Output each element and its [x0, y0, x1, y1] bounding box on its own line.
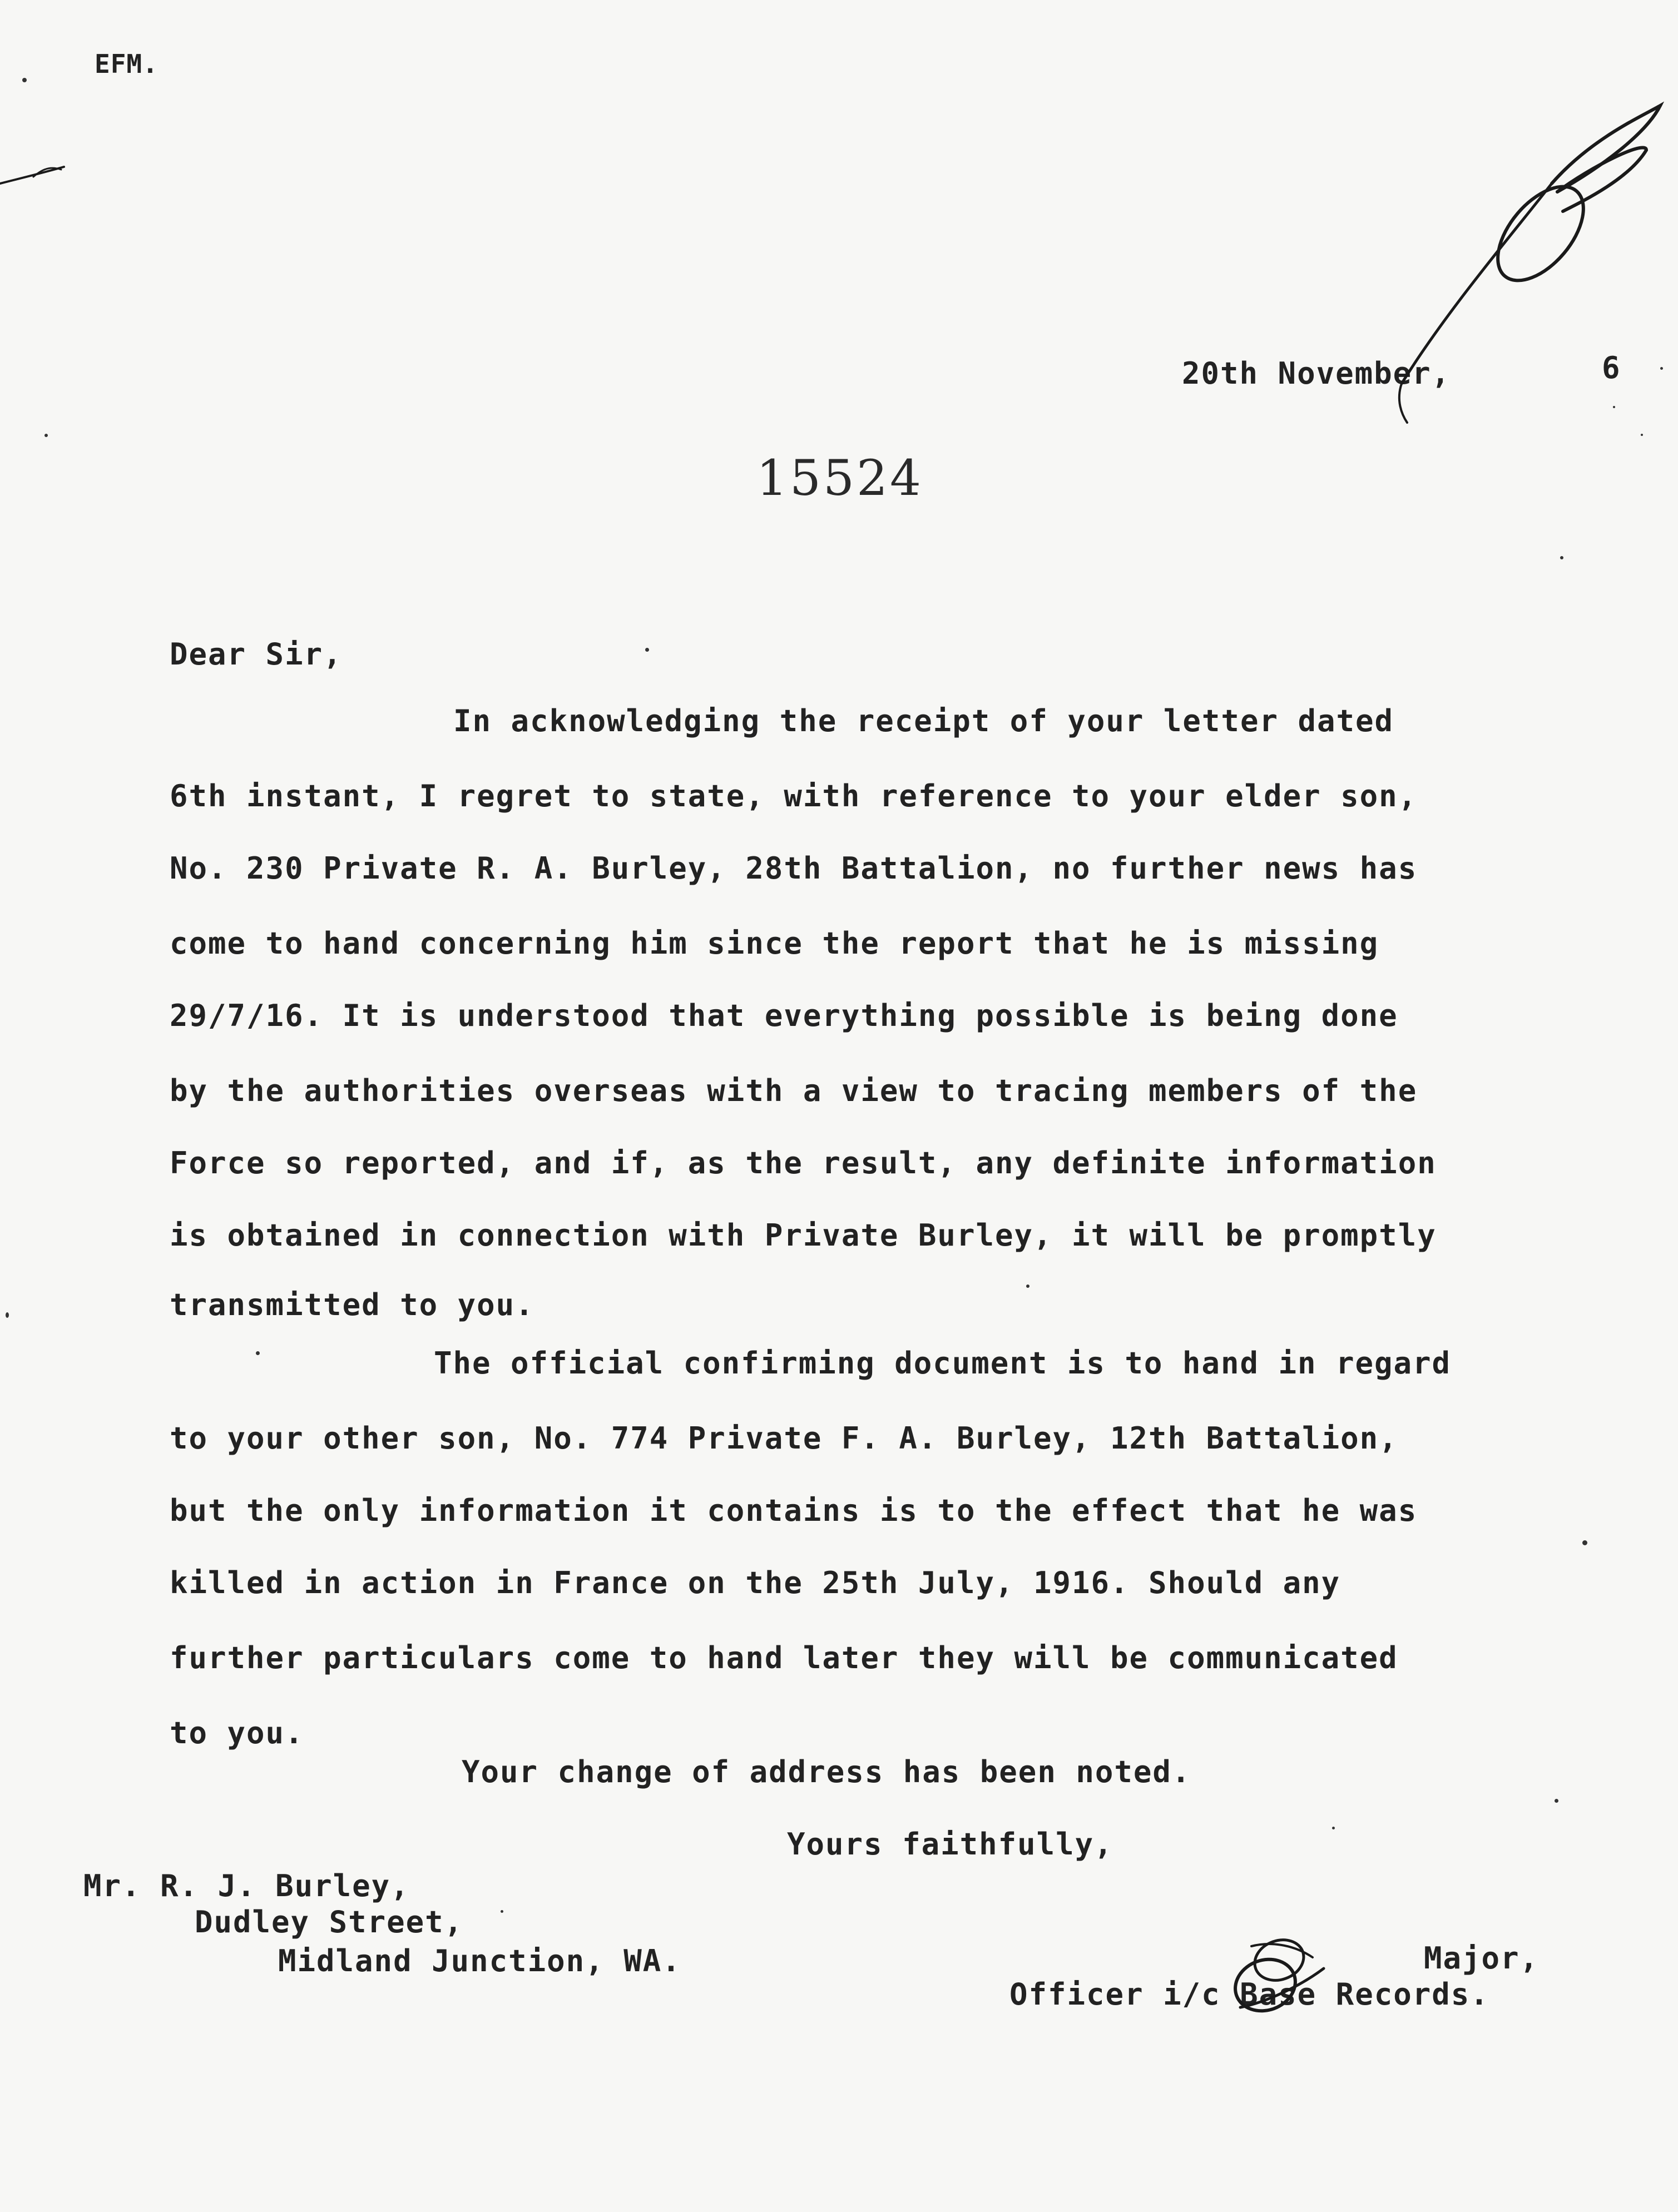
- scan-speck: [1613, 406, 1615, 408]
- body-line: is obtained in connection with Private Burley, it will be promptly: [170, 1218, 1437, 1253]
- body-line: killed in action in France on the 25th July, 1916. Should any: [170, 1565, 1341, 1600]
- body-line: No. 230 Private R. A. Burley, 28th Battalion, no further news has: [170, 851, 1418, 886]
- body-line: but the only information it contains is to the effect that he was: [170, 1493, 1418, 1528]
- typist-initials: EFM.: [95, 49, 159, 79]
- letter-date: 20th November,: [1182, 356, 1451, 391]
- handwritten-flourish: [1482, 171, 1600, 296]
- handwritten-flourish: [1552, 106, 1660, 192]
- handwritten-margin-mark: [0, 167, 64, 183]
- scan-speck: [1641, 434, 1643, 436]
- body-line: 29/7/16. It is understood that everything possible is being done: [170, 998, 1398, 1033]
- body-line: 6th instant, I regret to state, with reference to your elder son,: [170, 778, 1418, 814]
- body-line: In acknowledging the receipt of your letter dated: [453, 703, 1394, 738]
- body-line: come to hand concerning him since the report that he is missing: [170, 926, 1379, 961]
- addressee-name: Mr. R. J. Burley,: [83, 1868, 410, 1903]
- scan-speck: [1582, 1540, 1587, 1545]
- body-line: transmitted to you.: [170, 1287, 534, 1322]
- body-line: to your other son, No. 774 Private F. A. Burley, 12th Battalion,: [170, 1421, 1398, 1456]
- body-line: Force so reported, and if, as the result, any definite information: [170, 1145, 1437, 1181]
- scan-speck: [256, 1351, 260, 1355]
- scan-speck: [1555, 1799, 1558, 1803]
- scan-speck: [6, 1312, 9, 1318]
- closing: Yours faithfully,: [787, 1827, 1113, 1862]
- body-line: Your change of address has been noted.: [462, 1754, 1191, 1789]
- scan-speck: [501, 1910, 503, 1913]
- scan-speck: [22, 78, 27, 82]
- letter-date-year-digit: 6: [1602, 350, 1621, 385]
- body-line: further particulars come to hand later they will be communicated: [170, 1640, 1398, 1675]
- scan-speck: [44, 434, 48, 437]
- body-line: to you.: [170, 1715, 304, 1750]
- scan-speck: [1332, 1827, 1335, 1829]
- addressee-town: Midland Junction, WA.: [278, 1943, 681, 1978]
- handwritten-signature: [1251, 1944, 1313, 1957]
- salutation: Dear Sir,: [170, 637, 343, 672]
- scan-speck: [1660, 367, 1663, 370]
- signatory-rank: Major,: [1424, 1941, 1540, 1976]
- body-line: by the authorities overseas with a view to tracing members of the: [170, 1073, 1418, 1108]
- scan-speck: [1026, 1284, 1029, 1288]
- body-line: The official confirming document is to hand in regard: [434, 1346, 1452, 1381]
- handwritten-flourish: [1557, 147, 1646, 211]
- addressee-street: Dudley Street,: [195, 1904, 464, 1940]
- scan-speck: [645, 648, 649, 652]
- scan-speck: [1560, 556, 1563, 559]
- signatory-office: Officer i/c Base Records.: [1009, 1977, 1489, 2012]
- handwritten-flourish: [1402, 183, 1552, 384]
- handwritten-margin-mark: [33, 168, 61, 177]
- file-number: 15524: [756, 449, 923, 507]
